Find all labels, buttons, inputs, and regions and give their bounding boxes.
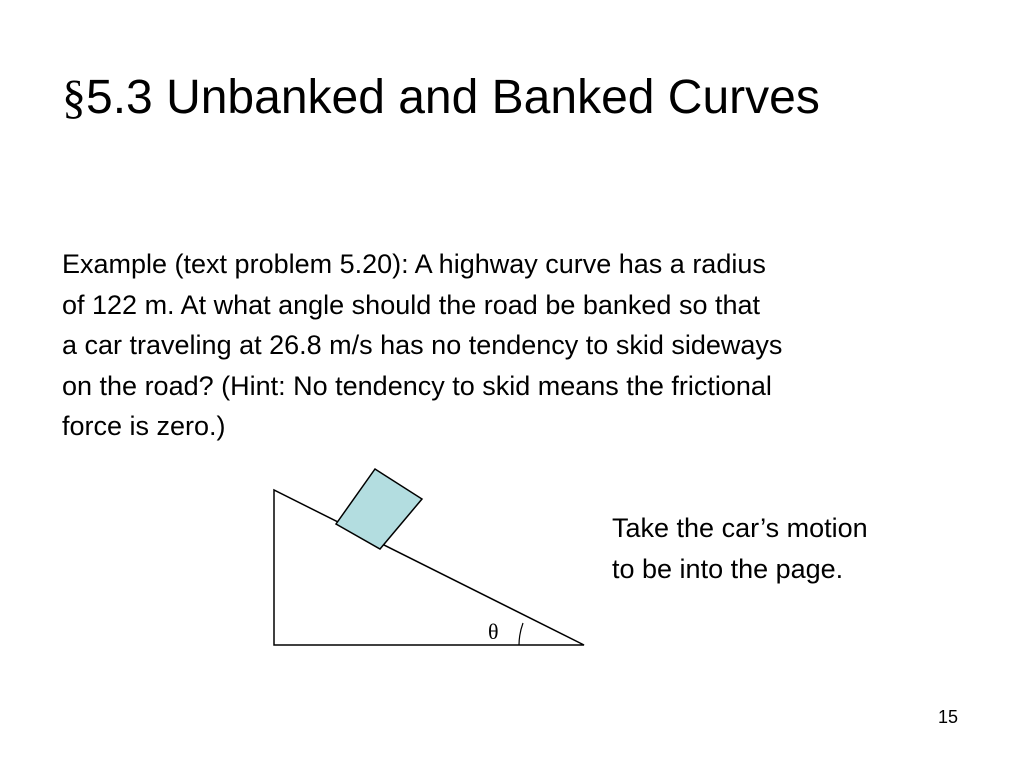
slide-title: [62, 68, 820, 128]
incline-diagram: [250, 455, 600, 660]
problem-text: [62, 244, 992, 447]
motion-note: [612, 508, 868, 589]
note-line: Take the car’s motion: [612, 513, 868, 543]
inclined-plane: [274, 490, 584, 645]
problem-line: force is zero.): [62, 411, 226, 441]
title-text: 5.3 Unbanked and Banked Curves: [86, 71, 820, 124]
problem-line: of 122 m. At what angle should the road be banked so that: [62, 289, 760, 320]
problem-line: on the road? (Hint: No tendency to skid means the frictional: [62, 370, 772, 401]
section-symbol: §: [62, 71, 86, 124]
page-number: 15: [938, 707, 959, 727]
problem-line: Example (text problem 5.20): A highway curve has a radius: [62, 249, 766, 279]
problem-line: a car traveling at 26.8 m/s has no tendency to skid sideways: [62, 330, 783, 360]
note-line: to be into the page.: [612, 553, 844, 584]
angle-label: θ: [488, 619, 499, 644]
